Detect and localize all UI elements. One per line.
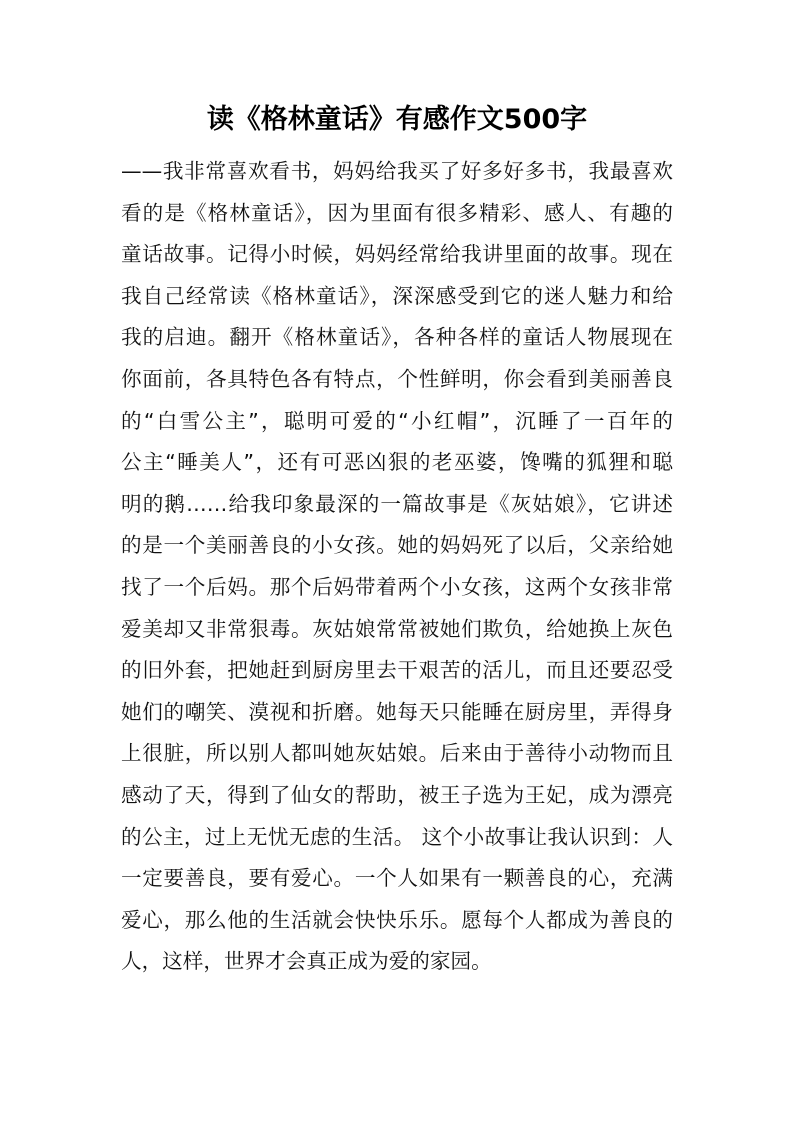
essay-line: 上很脏，所以别人都叫她灰姑娘。后来由于善待小动物而且	[121, 741, 673, 766]
essay-line: ——我非常喜欢看书，妈妈给我买了好多好多书，我最喜欢	[121, 159, 673, 183]
essay-line: 看的是《格林童话》，因为里面有很多精彩、感人、有趣的	[121, 200, 673, 225]
essay-line: 的是一个美丽善良的小女孩。她的妈妈死了以后，父亲给她	[121, 533, 673, 558]
essay-line: 我自己经常读《格林童话》，深深感受到它的迷人魅力和给	[121, 283, 673, 308]
essay-line: 人，这样，世界才会真正成为爱的家园。	[121, 949, 492, 974]
essay-line: 你面前，各具特色各有特点，个性鲜明，你会看到美丽善良	[121, 366, 673, 391]
essay-line: 童话故事。记得小时候，妈妈经常给我讲里面的故事。现在	[121, 242, 673, 267]
essay-line: 找了一个后妈。那个后妈带着两个小女孩，这两个女孩非常	[121, 574, 673, 599]
essay-line: 的旧外套，把她赶到厨房里去干艰苦的活儿，而且还要忍受	[121, 658, 673, 683]
essay-line: 感动了天，得到了仙女的帮助，被王子选为王妃，成为漂亮	[121, 782, 673, 807]
essay-line: 的公主，过上无忧无虑的生活。 这个小故事让我认识到：人	[121, 824, 673, 849]
essay-line: 公主“睡美人”，还有可恶凶狠的老巫婆，馋嘴的狐狸和聪	[121, 450, 673, 475]
essay-line: 爱心，那么他的生活就会快快乐乐。愿每个人都成为善良的	[121, 907, 673, 932]
essay-body	[121, 151, 673, 983]
essay-line: 她们的嘲笑、漠视和折磨。她每天只能睡在厨房里，弄得身	[121, 699, 673, 724]
essay-line: 明的鹅……给我印象最深的一篇故事是《灰姑娘》，它讲述	[121, 491, 673, 516]
essay-line: 爱美却又非常狠毒。灰姑娘常常被她们欺负，给她换上灰色	[121, 616, 673, 641]
essay-line: 我的启迪。翻开《格林童话》，各种各样的童话人物展现在	[121, 325, 673, 350]
essay-line: 的“白雪公主”，聪明可爱的“小红帽”，沉睡了一百年的	[121, 408, 673, 433]
document-title: 读《格林童话》有感作文500字	[206, 104, 588, 135]
essay-line: 一定要善良，要有爱心。一个人如果有一颗善良的心，充满	[121, 866, 673, 891]
